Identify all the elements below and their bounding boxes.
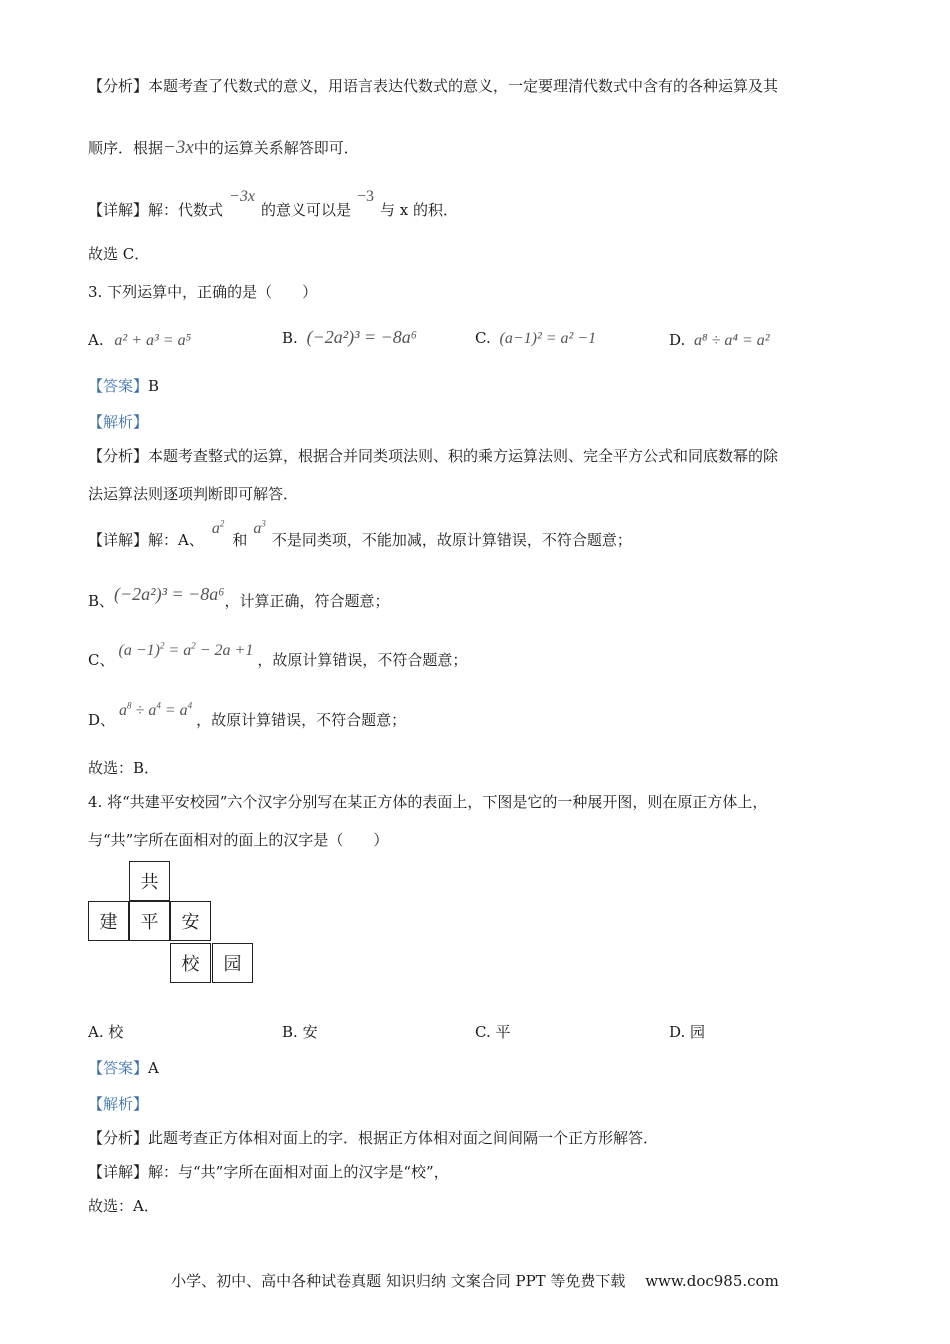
detail-text: ，故原计算错误，不符合题意； xyxy=(257,651,468,669)
math-expression: $a^8 \div a^4 = a^4$ xyxy=(119,700,193,719)
analysis-text: 顺序．根据 xyxy=(88,139,164,157)
option-label: A. xyxy=(88,1023,104,1041)
option-label: C. xyxy=(475,1023,491,1041)
detail-text: 解：与“共”字所在面相对面上的汉字是“校”， xyxy=(148,1163,449,1181)
math-expression: −3x xyxy=(163,137,194,158)
math-expression: (−2a²)³ = −8a⁶ xyxy=(114,584,225,604)
q3-detail-b xyxy=(88,584,390,611)
math-expression: −3x xyxy=(229,188,255,205)
q4-answer xyxy=(88,1058,159,1078)
detail-text: 解：代数式 xyxy=(148,201,224,219)
analysis-text: 本题考查整式的运算，根据合并同类项法则、积的乘方运算法则、完全平方公式和同底数幂的除 xyxy=(148,447,779,465)
q4-stem-line2: 与“共”字所在面相对的面上的汉字是（ ） xyxy=(88,831,389,849)
option-label: B. xyxy=(282,1023,298,1041)
detail-label: 【详解】 xyxy=(88,531,149,549)
q4-option-c xyxy=(475,1022,511,1042)
analysis-text: 此题考查正方体相对面上的字．根据正方体相对面之间间隔一个正方形解答． xyxy=(148,1129,659,1147)
q2-conclusion: 故选 C． xyxy=(88,245,150,263)
q4-explain-label: 【解析】 xyxy=(88,1095,149,1113)
math-expression: a² + a³ = a⁵ xyxy=(114,332,192,349)
detail-text: 与 x 的积． xyxy=(379,201,458,219)
option-text: 园 xyxy=(690,1023,706,1041)
detail-text: ，计算正确，符合题意； xyxy=(224,592,390,610)
answer-value: B xyxy=(148,377,160,395)
q3-option-a xyxy=(88,330,191,351)
q4-option-d xyxy=(669,1022,705,1042)
answer-value: A xyxy=(148,1059,159,1077)
net-cell-yuan: 园 xyxy=(212,943,253,983)
detail-text: 解：A、 xyxy=(148,531,204,549)
detail-label: 【详解】 xyxy=(88,201,149,219)
analysis-label: 【分析】 xyxy=(88,447,149,465)
detail-text: ，故原计算错误，不符合题意； xyxy=(196,711,407,729)
net-cell-gong: 共 xyxy=(129,861,170,901)
math-expression: a⁸ ÷ a⁴ = a² xyxy=(694,332,770,349)
analysis-label: 【分析】 xyxy=(88,1129,149,1147)
detail-text: C、 xyxy=(88,651,115,669)
q4-option-b xyxy=(282,1022,318,1042)
analysis-text: 中的运算关系解答即可． xyxy=(193,139,359,157)
q3-detail-d xyxy=(88,700,407,731)
answer-label: 【答案】 xyxy=(88,377,149,395)
option-label: B. xyxy=(282,329,298,347)
net-cell-jian: 建 xyxy=(88,901,129,941)
q3-option-b xyxy=(282,327,417,348)
q3-option-c xyxy=(475,328,596,349)
math-expression: (−2a²)³ = −8a⁶ xyxy=(306,327,418,347)
net-cell-ping: 平 xyxy=(129,901,170,941)
detail-label: 【详解】 xyxy=(88,1163,149,1181)
detail-text: B、 xyxy=(88,592,115,610)
q2-analysis-line1 xyxy=(88,76,778,96)
page-footer: 小学、初中、高中各种试卷真题 知识归纳 文案合同 PPT 等免费下载 www.doc985.com xyxy=(171,1272,779,1290)
q4-analysis xyxy=(88,1128,658,1148)
q4-detail xyxy=(88,1162,449,1182)
q4-option-a xyxy=(88,1022,123,1042)
net-cell-xiao: 校 xyxy=(170,943,211,983)
q3-option-d xyxy=(669,330,770,351)
q3-answer xyxy=(88,376,159,396)
option-text: 安 xyxy=(302,1023,318,1041)
math-expression: $(a -1)^2 = a^2 - 2a +1$ xyxy=(118,640,254,659)
math-expression: (a−1)² = a² −1 xyxy=(499,330,597,347)
option-label: D. xyxy=(669,1023,686,1041)
math-expression: −3 xyxy=(356,188,374,205)
option-label: D. xyxy=(669,331,686,349)
analysis-label: 【分析】 xyxy=(88,77,149,95)
q2-analysis-line2 xyxy=(88,138,359,158)
option-text: 校 xyxy=(108,1023,124,1041)
option-label: A. xyxy=(88,331,104,349)
option-text: 平 xyxy=(495,1023,511,1041)
q3-conclusion: 故选：B． xyxy=(88,759,160,777)
math-expression: $a^2$ xyxy=(211,518,225,537)
q3-analysis-line2: 法运算法则逐项判断即可解答． xyxy=(88,485,299,503)
detail-text: 和 xyxy=(232,531,248,549)
q3-detail-a xyxy=(88,518,632,551)
answer-label: 【答案】 xyxy=(88,1059,149,1077)
analysis-text: 本题考查了代数式的意义，用语言表达代数式的意义，一定要理清代数式中含有的各种运算及其 xyxy=(148,77,779,95)
q3-detail-c xyxy=(88,640,468,671)
detail-text: 不是同类项，不能加减，故原计算错误，不符合题意； xyxy=(271,531,632,549)
q4-stem-line1: 4. 将“共建平安校园”六个汉字分别写在某正方体的表面上，下图是它的一种展开图，则在原正方体上， xyxy=(88,793,768,811)
net-cell-an: 安 xyxy=(170,901,211,941)
math-expression: $a^3$ xyxy=(253,518,266,537)
detail-text: D、 xyxy=(88,711,116,729)
detail-text: 的意义可以是 xyxy=(260,201,351,219)
q3-analysis-line1 xyxy=(88,446,778,466)
q3-stem: 3. 下列运算中，正确的是（ ） xyxy=(88,283,318,301)
q3-explain-label: 【解析】 xyxy=(88,413,149,431)
q4-conclusion: 故选：A． xyxy=(88,1197,159,1215)
option-label: C. xyxy=(475,329,491,347)
q2-detail-line xyxy=(88,188,458,221)
